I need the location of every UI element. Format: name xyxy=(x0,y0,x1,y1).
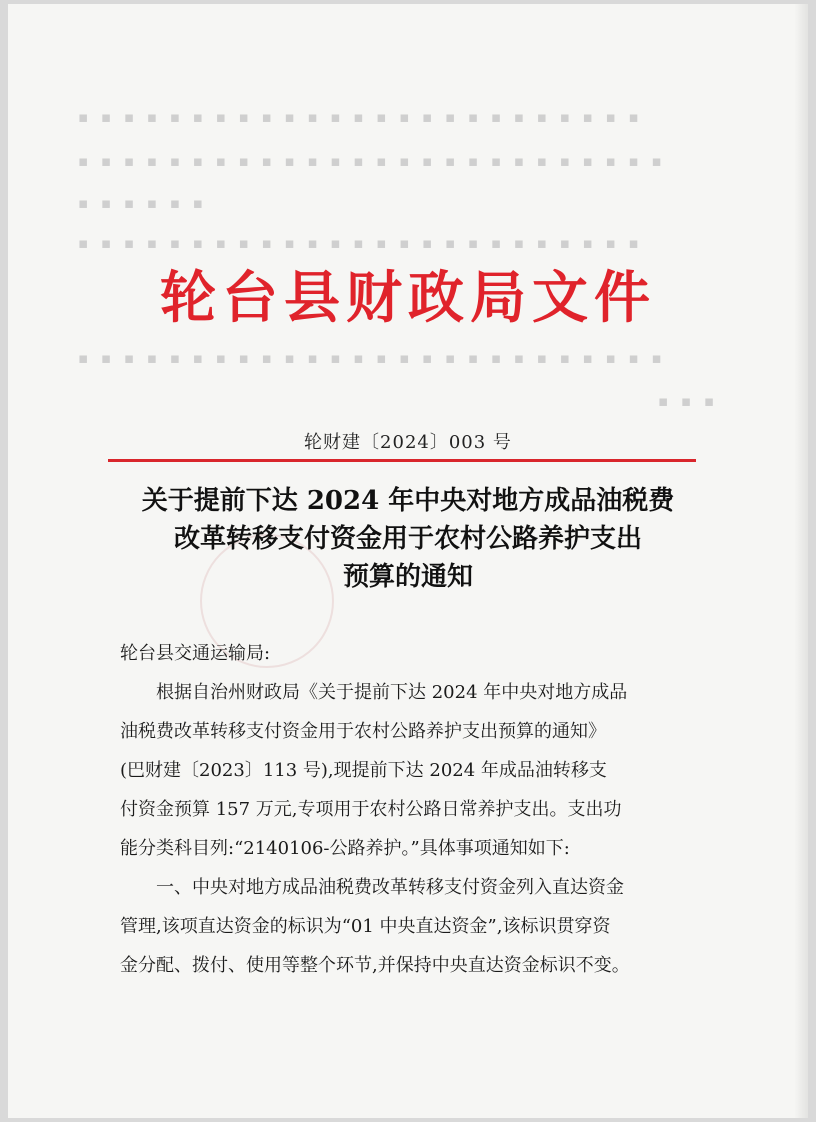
issuing-authority-title: 轮台县财政局文件 xyxy=(160,266,656,331)
paragraph-line: 付资金预算 157 万元,专项用于农村公路日常养护支出。支出功 xyxy=(120,799,622,820)
paragraph-basis xyxy=(120,673,710,868)
paragraph-line: 根据自治州财政局《关于提前下达 2024 年中央对地方成品 xyxy=(156,682,628,703)
bleed-through-text: ▪ ▪ ▪ xyxy=(658,392,719,410)
bleed-through-text: ▪ ▪ ▪ ▪ ▪ ▪ xyxy=(78,194,207,212)
notice-body xyxy=(120,634,710,985)
notice-title-line: 预算的通知 xyxy=(342,562,473,592)
notice-title xyxy=(68,482,748,596)
document-page xyxy=(8,4,808,1118)
addressee: 轮台县交通运输局: xyxy=(120,643,271,664)
paragraph-item-one xyxy=(120,868,710,985)
paragraph-line: 管理,该项直达资金的标识为“01 中央直达资金”,该标识贯穿资 xyxy=(120,916,611,937)
bleed-through-text: ▪ ▪ ▪ ▪ ▪ ▪ ▪ ▪ ▪ ▪ ▪ ▪ ▪ ▪ ▪ ▪ ▪ ▪ ▪ ▪ ▪ ▪ ▪ ▪ ▪ xyxy=(78,108,643,126)
paragraph-line: 金分配、拨付、使用等整个环节,并保持中央直达资金标识不变。 xyxy=(120,955,630,976)
document-number: 轮财建〔2024〕003 号 xyxy=(304,432,512,453)
paragraph-line: (巴财建〔2023〕113 号),现提前下达 2024 年成品油转移支 xyxy=(120,760,607,781)
bleed-through-text: ▪ ▪ ▪ ▪ ▪ ▪ ▪ ▪ ▪ ▪ ▪ ▪ ▪ ▪ ▪ ▪ ▪ ▪ ▪ ▪ ▪ ▪ ▪ ▪ ▪ ▪ xyxy=(78,152,666,170)
paragraph-line: 能分类科目列:“2140106-公路养护。”具体事项通知如下: xyxy=(120,838,570,859)
red-divider-line xyxy=(108,459,696,462)
paragraph-line: 一、中央对地方成品油税费改革转移支付资金列入直达资金 xyxy=(156,877,624,898)
bleed-through-text: ▪ ▪ ▪ ▪ ▪ ▪ ▪ ▪ ▪ ▪ ▪ ▪ ▪ ▪ ▪ ▪ ▪ ▪ ▪ ▪ ▪ ▪ ▪ ▪ ▪ xyxy=(78,234,643,252)
page-edge-shadow xyxy=(794,4,808,1118)
notice-title-line: 关于提前下达 2024 年中央对地方成品油税费 xyxy=(141,486,675,516)
paragraph-line: 油税费改革转移支付资金用于农村公路养护支出预算的通知》 xyxy=(120,721,606,742)
notice-title-line: 改革转移支付资金用于农村公路养护支出 xyxy=(173,524,642,554)
bleed-through-text: ▪ ▪ ▪ ▪ ▪ ▪ ▪ ▪ ▪ ▪ ▪ ▪ ▪ ▪ ▪ ▪ ▪ ▪ ▪ ▪ ▪ ▪ ▪ ▪ ▪ ▪ xyxy=(78,349,666,367)
